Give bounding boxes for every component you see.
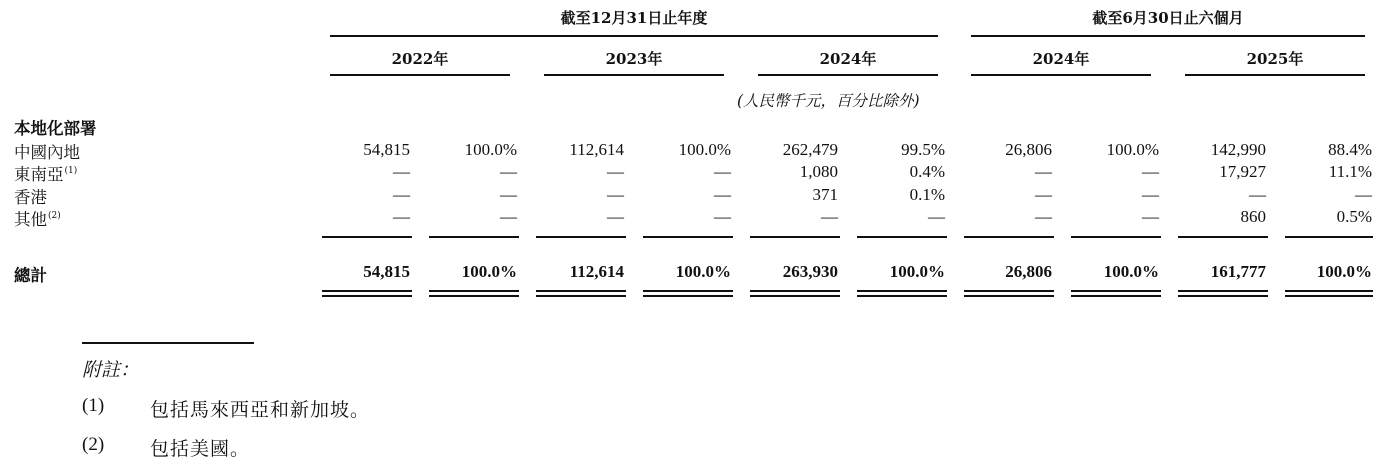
table-cell: 17,927 xyxy=(1219,162,1266,181)
year-rule-2024-h1 xyxy=(971,74,1151,76)
table-cell: — xyxy=(1355,185,1372,204)
year-rule-2022 xyxy=(330,74,510,76)
table-cell: — xyxy=(1035,207,1052,226)
total-double-rule xyxy=(643,290,733,292)
note-text-2: 包括美國。 xyxy=(150,438,251,460)
total-double-rule xyxy=(322,290,412,292)
table-cell: — xyxy=(500,207,517,226)
subtotal-rule xyxy=(536,236,626,238)
table-cell: 0.4% xyxy=(909,162,945,181)
table-cell: 142,990 xyxy=(1210,140,1266,159)
note-number-1: (1) xyxy=(82,395,105,416)
total-double-rule xyxy=(1178,295,1268,297)
group-rule-half xyxy=(971,35,1365,37)
year-header-2023: 2023年 xyxy=(605,50,663,68)
table-cell: 54,815 xyxy=(363,140,410,159)
table-cell: — xyxy=(393,185,410,204)
year-rule-2024 xyxy=(758,74,938,76)
table-cell: — xyxy=(500,162,517,181)
total-double-rule xyxy=(1285,295,1373,297)
row-label-mainland: 中國內地 xyxy=(14,143,80,162)
table-cell: 1,080 xyxy=(799,162,838,181)
footnote-ref-2: (2) xyxy=(48,211,61,221)
table-cell: — xyxy=(607,162,624,181)
year-rule-2023 xyxy=(544,74,724,76)
total-cell: 54,815 xyxy=(363,262,410,281)
footnote-separator xyxy=(82,342,254,344)
total-double-rule xyxy=(429,290,519,292)
total-cell: 112,614 xyxy=(569,262,624,281)
total-double-rule xyxy=(1285,290,1373,292)
table-cell: 11.1% xyxy=(1328,162,1372,181)
subtotal-rule xyxy=(857,236,947,238)
total-double-rule xyxy=(964,290,1054,292)
table-cell: — xyxy=(1249,185,1266,204)
total-double-rule xyxy=(536,295,626,297)
total-cell: 26,806 xyxy=(1005,262,1052,281)
year-header-2024: 2024年 xyxy=(819,50,877,68)
subtotal-rule xyxy=(1071,236,1161,238)
table-cell: 99.5% xyxy=(901,140,945,159)
row-label-southeast-asia: 東南亞$^{(1)}$ xyxy=(14,165,78,184)
subtotal-rule xyxy=(750,236,840,238)
total-label: 總計 xyxy=(14,266,47,285)
subtotal-rule xyxy=(643,236,733,238)
total-double-rule xyxy=(1178,290,1268,292)
row-label-hong-kong: 香港 xyxy=(14,188,47,207)
year-header-2024-h1: 2024年 xyxy=(1032,50,1090,68)
note-text-1: 包括馬來西亞和新加坡。 xyxy=(150,399,371,421)
total-cell: 100.0% xyxy=(461,262,517,281)
group-rule-year xyxy=(330,35,938,37)
table-cell: — xyxy=(1035,162,1052,181)
table-cell: 88.4% xyxy=(1328,140,1372,159)
total-double-rule xyxy=(857,290,947,292)
total-double-rule xyxy=(1071,295,1161,297)
total-double-rule xyxy=(964,295,1054,297)
row-label-others: 其他$^{(2)}$ xyxy=(14,210,61,229)
period-group-title-year: 截至12月31日止年度 xyxy=(560,9,708,27)
year-header-2022: 2022年 xyxy=(391,50,449,68)
total-double-rule xyxy=(750,295,840,297)
table-cell: — xyxy=(1035,185,1052,204)
subtotal-rule xyxy=(1285,236,1373,238)
table-cell: 860 xyxy=(1240,207,1266,226)
table-cell: 26,806 xyxy=(1005,140,1052,159)
table-cell: — xyxy=(928,207,945,226)
total-double-rule xyxy=(322,295,412,297)
table-cell: 100.0% xyxy=(464,140,517,159)
table-cell: — xyxy=(607,207,624,226)
table-cell: 100.0% xyxy=(1106,140,1159,159)
total-cell: 263,930 xyxy=(782,262,838,281)
note-number-2: (2) xyxy=(82,434,105,455)
table-cell: — xyxy=(607,185,624,204)
unit-note: (人民幣千元，百分比除外) xyxy=(737,92,920,110)
table-cell: 100.0% xyxy=(678,140,731,159)
subtotal-rule xyxy=(1178,236,1268,238)
total-cell: 100.0% xyxy=(675,262,731,281)
total-cell: 100.0% xyxy=(1316,262,1372,281)
total-cell: 100.0% xyxy=(1103,262,1159,281)
table-cell: 0.1% xyxy=(909,185,945,204)
subtotal-rule xyxy=(964,236,1054,238)
table-cell: — xyxy=(714,162,731,181)
section-title: 本地化部署 xyxy=(14,119,97,138)
table-cell: 262,479 xyxy=(782,140,838,159)
table-cell: — xyxy=(393,207,410,226)
table-cell: — xyxy=(1142,162,1159,181)
year-header-2025-h1: 2025年 xyxy=(1246,50,1304,68)
subtotal-rule xyxy=(322,236,412,238)
total-double-rule xyxy=(1071,290,1161,292)
total-double-rule xyxy=(643,295,733,297)
table-cell: — xyxy=(393,162,410,181)
total-double-rule xyxy=(857,295,947,297)
table-cell: 371 xyxy=(812,185,838,204)
table-cell: — xyxy=(1142,185,1159,204)
period-group-title-half: 截至6月30日止六個月 xyxy=(1092,9,1244,27)
subtotal-rule xyxy=(429,236,519,238)
table-cell: — xyxy=(821,207,838,226)
total-double-rule xyxy=(536,290,626,292)
table-cell: — xyxy=(714,185,731,204)
table-cell: — xyxy=(1142,207,1159,226)
total-double-rule xyxy=(429,295,519,297)
total-cell: 161,777 xyxy=(1210,262,1266,281)
footnote-ref-1: (1) xyxy=(64,166,78,176)
table-cell: — xyxy=(714,207,731,226)
total-cell: 100.0% xyxy=(889,262,945,281)
table-cell: 0.5% xyxy=(1336,207,1372,226)
table-cell: — xyxy=(500,185,517,204)
table-cell: 112,614 xyxy=(569,140,624,159)
notes-title: 附註： xyxy=(82,359,140,381)
total-double-rule xyxy=(750,290,840,292)
year-rule-2025-h1 xyxy=(1185,74,1365,76)
